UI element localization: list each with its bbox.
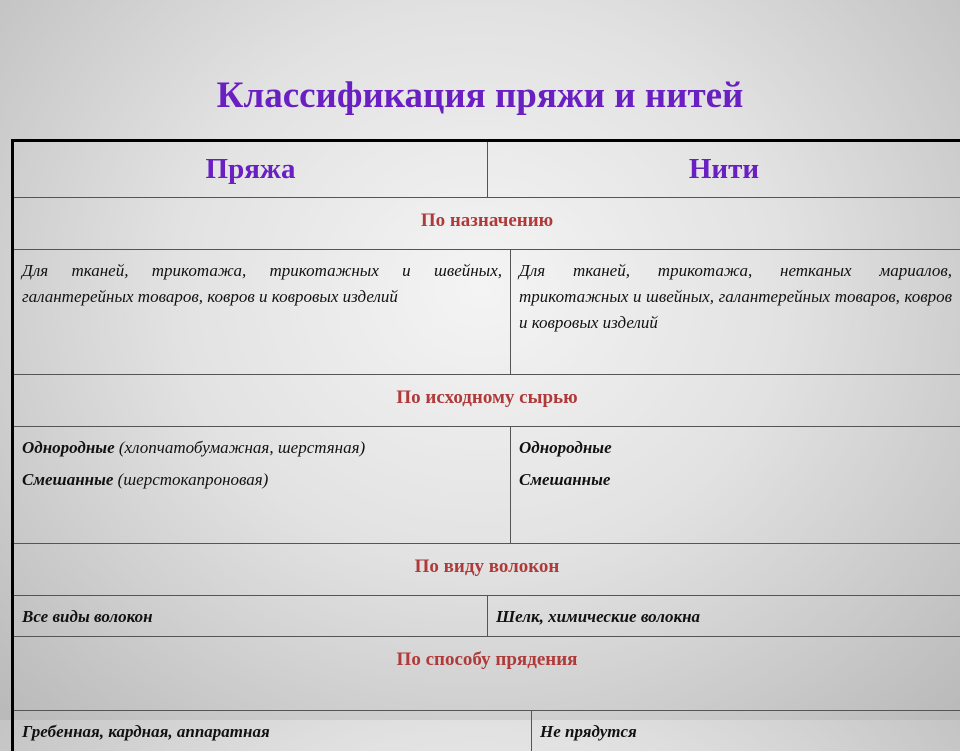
header-yarn: Пряжа	[14, 142, 488, 197]
raw-material-threads-cell	[511, 427, 960, 543]
fiber-type-yarn-cell: Все виды волокон	[14, 596, 488, 636]
section-spinning: По способу прядения	[14, 637, 960, 711]
raw-material-yarn-item: Смешанные (шерстокапроновая)	[22, 470, 269, 489]
section-purpose: По назначению	[14, 198, 960, 250]
purpose-threads-cell: Для тканей, трикотажа, нетканых мариалов, трикотажных и швейных, галантерейных товаров, ковров и ковровых изделий	[519, 261, 952, 332]
section-raw-material: По исходному сырью	[14, 375, 960, 427]
fiber-type-threads-cell: Шелк, химические волокна	[496, 607, 701, 626]
header-threads: Нити	[688, 153, 760, 185]
table-row-fiber-type	[14, 596, 960, 637]
classification-table	[11, 139, 960, 751]
raw-material-yarn-item: Однородные (хлопчатобумажная, шерстяная)	[22, 438, 366, 457]
table-row-purpose	[14, 250, 960, 375]
spinning-yarn-cell: Гребенная, кардная, аппаратная	[14, 711, 532, 751]
table-header-row	[14, 142, 960, 198]
spinning-threads-cell: Не прядутся	[540, 722, 637, 741]
raw-material-threads-item: Однородные	[519, 438, 612, 457]
raw-material-yarn-cell	[14, 427, 511, 543]
raw-material-threads-item: Смешанные	[519, 470, 611, 489]
table-row-spinning	[14, 711, 960, 751]
table-row-raw-material	[14, 427, 960, 544]
section-fiber-type: По виду волокон	[14, 544, 960, 596]
page-title: Классификация пряжи и нитей	[216, 75, 744, 116]
purpose-yarn-cell: Для тканей, трикотажа, трикотажных и швейных, галантерейных товаров, ковров и ковровых изделий	[14, 250, 511, 374]
